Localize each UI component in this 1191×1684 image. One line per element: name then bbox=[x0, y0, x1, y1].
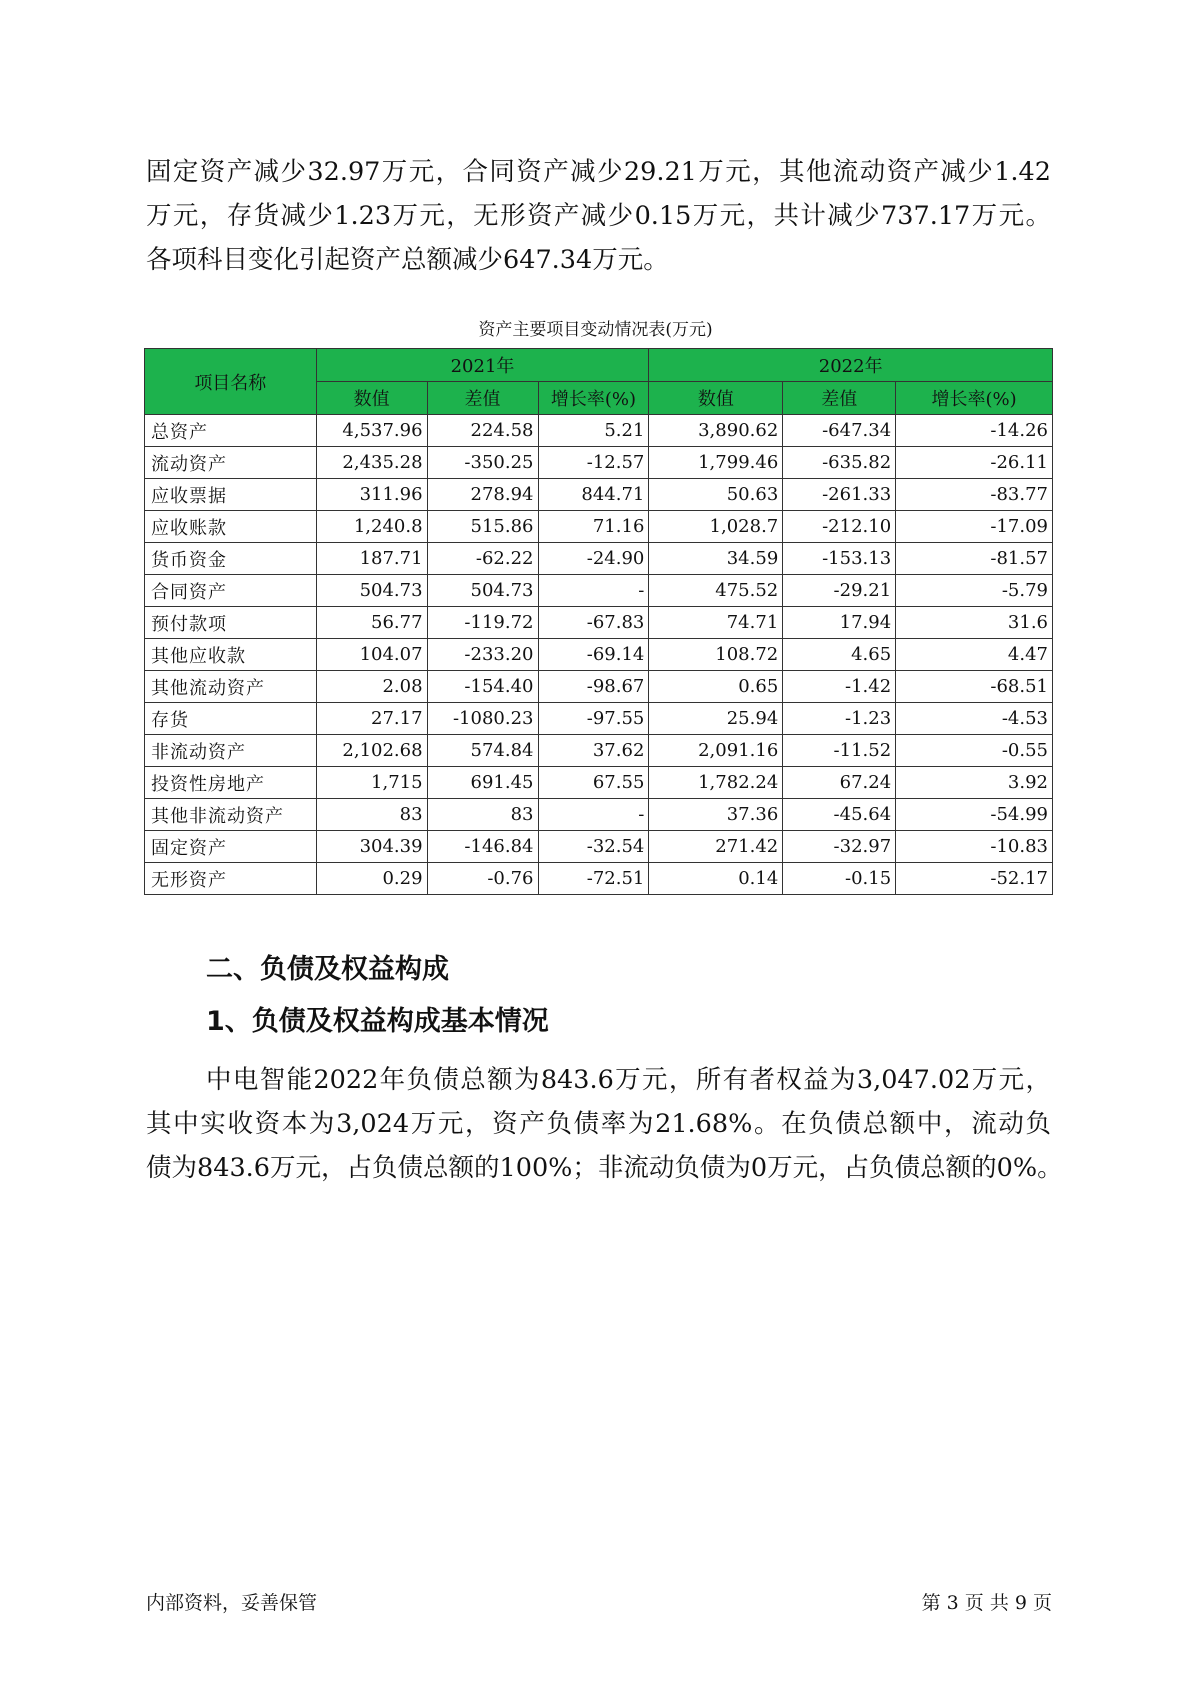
row-value-cell: 67.24 bbox=[783, 767, 896, 799]
table-row bbox=[145, 831, 1053, 863]
row-value-cell: 4.47 bbox=[896, 639, 1053, 671]
row-value-cell: -0.15 bbox=[783, 863, 896, 895]
row-value-cell: 4.65 bbox=[783, 639, 896, 671]
row-value-cell: 25.94 bbox=[649, 703, 783, 735]
row-value-cell: -54.99 bbox=[896, 799, 1053, 831]
table-row bbox=[145, 447, 1053, 479]
row-value-cell: 74.71 bbox=[649, 607, 783, 639]
row-value-cell: 1,782.24 bbox=[649, 767, 783, 799]
header-diff: 差值 bbox=[427, 382, 538, 415]
row-item-name: 其他非流动资产 bbox=[145, 799, 317, 831]
row-value-cell: -29.21 bbox=[783, 575, 896, 607]
row-value-cell: -98.67 bbox=[538, 671, 649, 703]
row-item-name: 其他应收款 bbox=[145, 639, 317, 671]
row-value-cell: 691.45 bbox=[427, 767, 538, 799]
row-value-cell: -72.51 bbox=[538, 863, 649, 895]
row-value-cell: 304.39 bbox=[316, 831, 427, 863]
row-value-cell: -233.20 bbox=[427, 639, 538, 671]
row-item-name: 合同资产 bbox=[145, 575, 317, 607]
row-item-name: 流动资产 bbox=[145, 447, 317, 479]
row-value-cell: 5.21 bbox=[538, 415, 649, 447]
row-value-cell: -32.54 bbox=[538, 831, 649, 863]
row-value-cell: -153.13 bbox=[783, 543, 896, 575]
header-diff: 差值 bbox=[783, 382, 896, 415]
row-value-cell: 31.6 bbox=[896, 607, 1053, 639]
row-value-cell: 1,799.46 bbox=[649, 447, 783, 479]
table-row bbox=[145, 639, 1053, 671]
table-row bbox=[145, 767, 1053, 799]
row-value-cell: 34.59 bbox=[649, 543, 783, 575]
row-value-cell: -1.23 bbox=[783, 703, 896, 735]
row-value-cell: - bbox=[538, 575, 649, 607]
row-item-name: 存货 bbox=[145, 703, 317, 735]
intro-line: 万元，存货减少1.23万元，无形资产减少0.15万元，共计减少737.17万元。 bbox=[146, 201, 1051, 231]
row-item-name: 投资性房地产 bbox=[145, 767, 317, 799]
row-value-cell: -17.09 bbox=[896, 511, 1053, 543]
row-value-cell: -11.52 bbox=[783, 735, 896, 767]
row-value-cell: 1,028.7 bbox=[649, 511, 783, 543]
row-value-cell: 83 bbox=[427, 799, 538, 831]
row-value-cell: -45.64 bbox=[783, 799, 896, 831]
row-value-cell: -32.97 bbox=[783, 831, 896, 863]
row-value-cell: -62.22 bbox=[427, 543, 538, 575]
row-value-cell: 2.08 bbox=[316, 671, 427, 703]
row-value-cell: -83.77 bbox=[896, 479, 1053, 511]
row-value-cell: -24.90 bbox=[538, 543, 649, 575]
row-value-cell: 844.71 bbox=[538, 479, 649, 511]
row-item-name: 无形资产 bbox=[145, 863, 317, 895]
row-value-cell: -0.55 bbox=[896, 735, 1053, 767]
row-value-cell: 278.94 bbox=[427, 479, 538, 511]
row-value-cell: 3.92 bbox=[896, 767, 1053, 799]
row-value-cell: 67.55 bbox=[538, 767, 649, 799]
row-value-cell: 37.62 bbox=[538, 735, 649, 767]
table-row bbox=[145, 735, 1053, 767]
row-value-cell: -69.14 bbox=[538, 639, 649, 671]
row-value-cell: -350.25 bbox=[427, 447, 538, 479]
row-value-cell: 17.94 bbox=[783, 607, 896, 639]
row-item-name: 应收票据 bbox=[145, 479, 317, 511]
row-value-cell: -0.76 bbox=[427, 863, 538, 895]
row-item-name: 货币资金 bbox=[145, 543, 317, 575]
row-value-cell: 3,890.62 bbox=[649, 415, 783, 447]
row-value-cell: 187.71 bbox=[316, 543, 427, 575]
row-value-cell: 515.86 bbox=[427, 511, 538, 543]
row-value-cell: 56.77 bbox=[316, 607, 427, 639]
row-value-cell: - bbox=[538, 799, 649, 831]
row-item-name: 非流动资产 bbox=[145, 735, 317, 767]
section-heading: 二、负债及权益构成 bbox=[206, 954, 449, 985]
footer-confidential-note: 内部资料，妥善保管 bbox=[146, 1592, 318, 1614]
row-value-cell: 2,091.16 bbox=[649, 735, 783, 767]
row-value-cell: 2,435.28 bbox=[316, 447, 427, 479]
table-row bbox=[145, 575, 1053, 607]
asset-change-table bbox=[144, 348, 1053, 895]
row-item-name: 应收账款 bbox=[145, 511, 317, 543]
row-item-name: 预付款项 bbox=[145, 607, 317, 639]
row-value-cell: 574.84 bbox=[427, 735, 538, 767]
row-value-cell: -14.26 bbox=[896, 415, 1053, 447]
liability-paragraph bbox=[146, 1058, 1063, 1190]
row-value-cell: 71.16 bbox=[538, 511, 649, 543]
row-value-cell: -97.55 bbox=[538, 703, 649, 735]
intro-line: 固定资产减少32.97万元，合同资产减少29.21万元，其他流动资产减少1.42 bbox=[146, 157, 1051, 187]
footer-page-number: 第 3 页 共 9 页 bbox=[921, 1592, 1052, 1614]
table-row bbox=[145, 543, 1053, 575]
row-value-cell: -67.83 bbox=[538, 607, 649, 639]
row-item-name: 总资产 bbox=[145, 415, 317, 447]
intro-paragraph bbox=[146, 150, 1051, 282]
row-value-cell: -52.17 bbox=[896, 863, 1053, 895]
table-row bbox=[145, 479, 1053, 511]
row-value-cell: -146.84 bbox=[427, 831, 538, 863]
table-row bbox=[145, 607, 1053, 639]
row-item-name: 固定资产 bbox=[145, 831, 317, 863]
header-value: 数值 bbox=[649, 382, 783, 415]
row-value-cell: 83 bbox=[316, 799, 427, 831]
table-body bbox=[145, 415, 1053, 895]
row-value-cell: 0.14 bbox=[649, 863, 783, 895]
row-value-cell: 224.58 bbox=[427, 415, 538, 447]
table-row bbox=[145, 703, 1053, 735]
header-rate: 增长率(%) bbox=[538, 382, 649, 415]
liability-line: 债为843.6万元，占负债总额的100%；非流动负债为0万元，占负债总额的0%。 bbox=[146, 1153, 1063, 1183]
header-rate: 增长率(%) bbox=[896, 382, 1053, 415]
row-value-cell: -81.57 bbox=[896, 543, 1053, 575]
intro-line: 各项科目变化引起资产总额减少647.34万元。 bbox=[146, 245, 669, 275]
header-value: 数值 bbox=[316, 382, 427, 415]
row-value-cell: 1,715 bbox=[316, 767, 427, 799]
table-row bbox=[145, 415, 1053, 447]
row-value-cell: 37.36 bbox=[649, 799, 783, 831]
row-value-cell: -154.40 bbox=[427, 671, 538, 703]
row-value-cell: -119.72 bbox=[427, 607, 538, 639]
header-year-2021: 2021年 bbox=[316, 349, 649, 382]
table-row bbox=[145, 863, 1053, 895]
row-value-cell: -26.11 bbox=[896, 447, 1053, 479]
table-row bbox=[145, 799, 1053, 831]
row-value-cell: -1080.23 bbox=[427, 703, 538, 735]
row-value-cell: 1,240.8 bbox=[316, 511, 427, 543]
row-value-cell: 311.96 bbox=[316, 479, 427, 511]
row-value-cell: -68.51 bbox=[896, 671, 1053, 703]
row-value-cell: 504.73 bbox=[427, 575, 538, 607]
row-value-cell: 475.52 bbox=[649, 575, 783, 607]
row-value-cell: -5.79 bbox=[896, 575, 1053, 607]
header-item-name: 项目名称 bbox=[145, 349, 317, 415]
row-value-cell: 504.73 bbox=[316, 575, 427, 607]
row-value-cell: -1.42 bbox=[783, 671, 896, 703]
row-value-cell: 0.29 bbox=[316, 863, 427, 895]
row-item-name: 其他流动资产 bbox=[145, 671, 317, 703]
row-value-cell: -212.10 bbox=[783, 511, 896, 543]
row-value-cell: -4.53 bbox=[896, 703, 1053, 735]
liability-line: 中电智能2022年负债总额为843.6万元，所有者权益为3,047.02万元， bbox=[206, 1065, 1051, 1095]
row-value-cell: 104.07 bbox=[316, 639, 427, 671]
row-value-cell: -635.82 bbox=[783, 447, 896, 479]
row-value-cell: -10.83 bbox=[896, 831, 1053, 863]
liability-line: 其中实收资本为3,024万元，资产负债率为21.68%。在负债总额中，流动负 bbox=[146, 1109, 1051, 1139]
row-value-cell: -647.34 bbox=[783, 415, 896, 447]
row-value-cell: 271.42 bbox=[649, 831, 783, 863]
table-caption: 资产主要项目变动情况表(万元) bbox=[478, 320, 713, 340]
subsection-heading: 1、负债及权益构成基本情况 bbox=[206, 1006, 549, 1037]
row-value-cell: -12.57 bbox=[538, 447, 649, 479]
row-value-cell: 4,537.96 bbox=[316, 415, 427, 447]
table-row bbox=[145, 511, 1053, 543]
row-value-cell: -261.33 bbox=[783, 479, 896, 511]
row-value-cell: 50.63 bbox=[649, 479, 783, 511]
row-value-cell: 108.72 bbox=[649, 639, 783, 671]
row-value-cell: 2,102.68 bbox=[316, 735, 427, 767]
table-row bbox=[145, 671, 1053, 703]
row-value-cell: 0.65 bbox=[649, 671, 783, 703]
row-value-cell: 27.17 bbox=[316, 703, 427, 735]
header-year-2022: 2022年 bbox=[649, 349, 1053, 382]
